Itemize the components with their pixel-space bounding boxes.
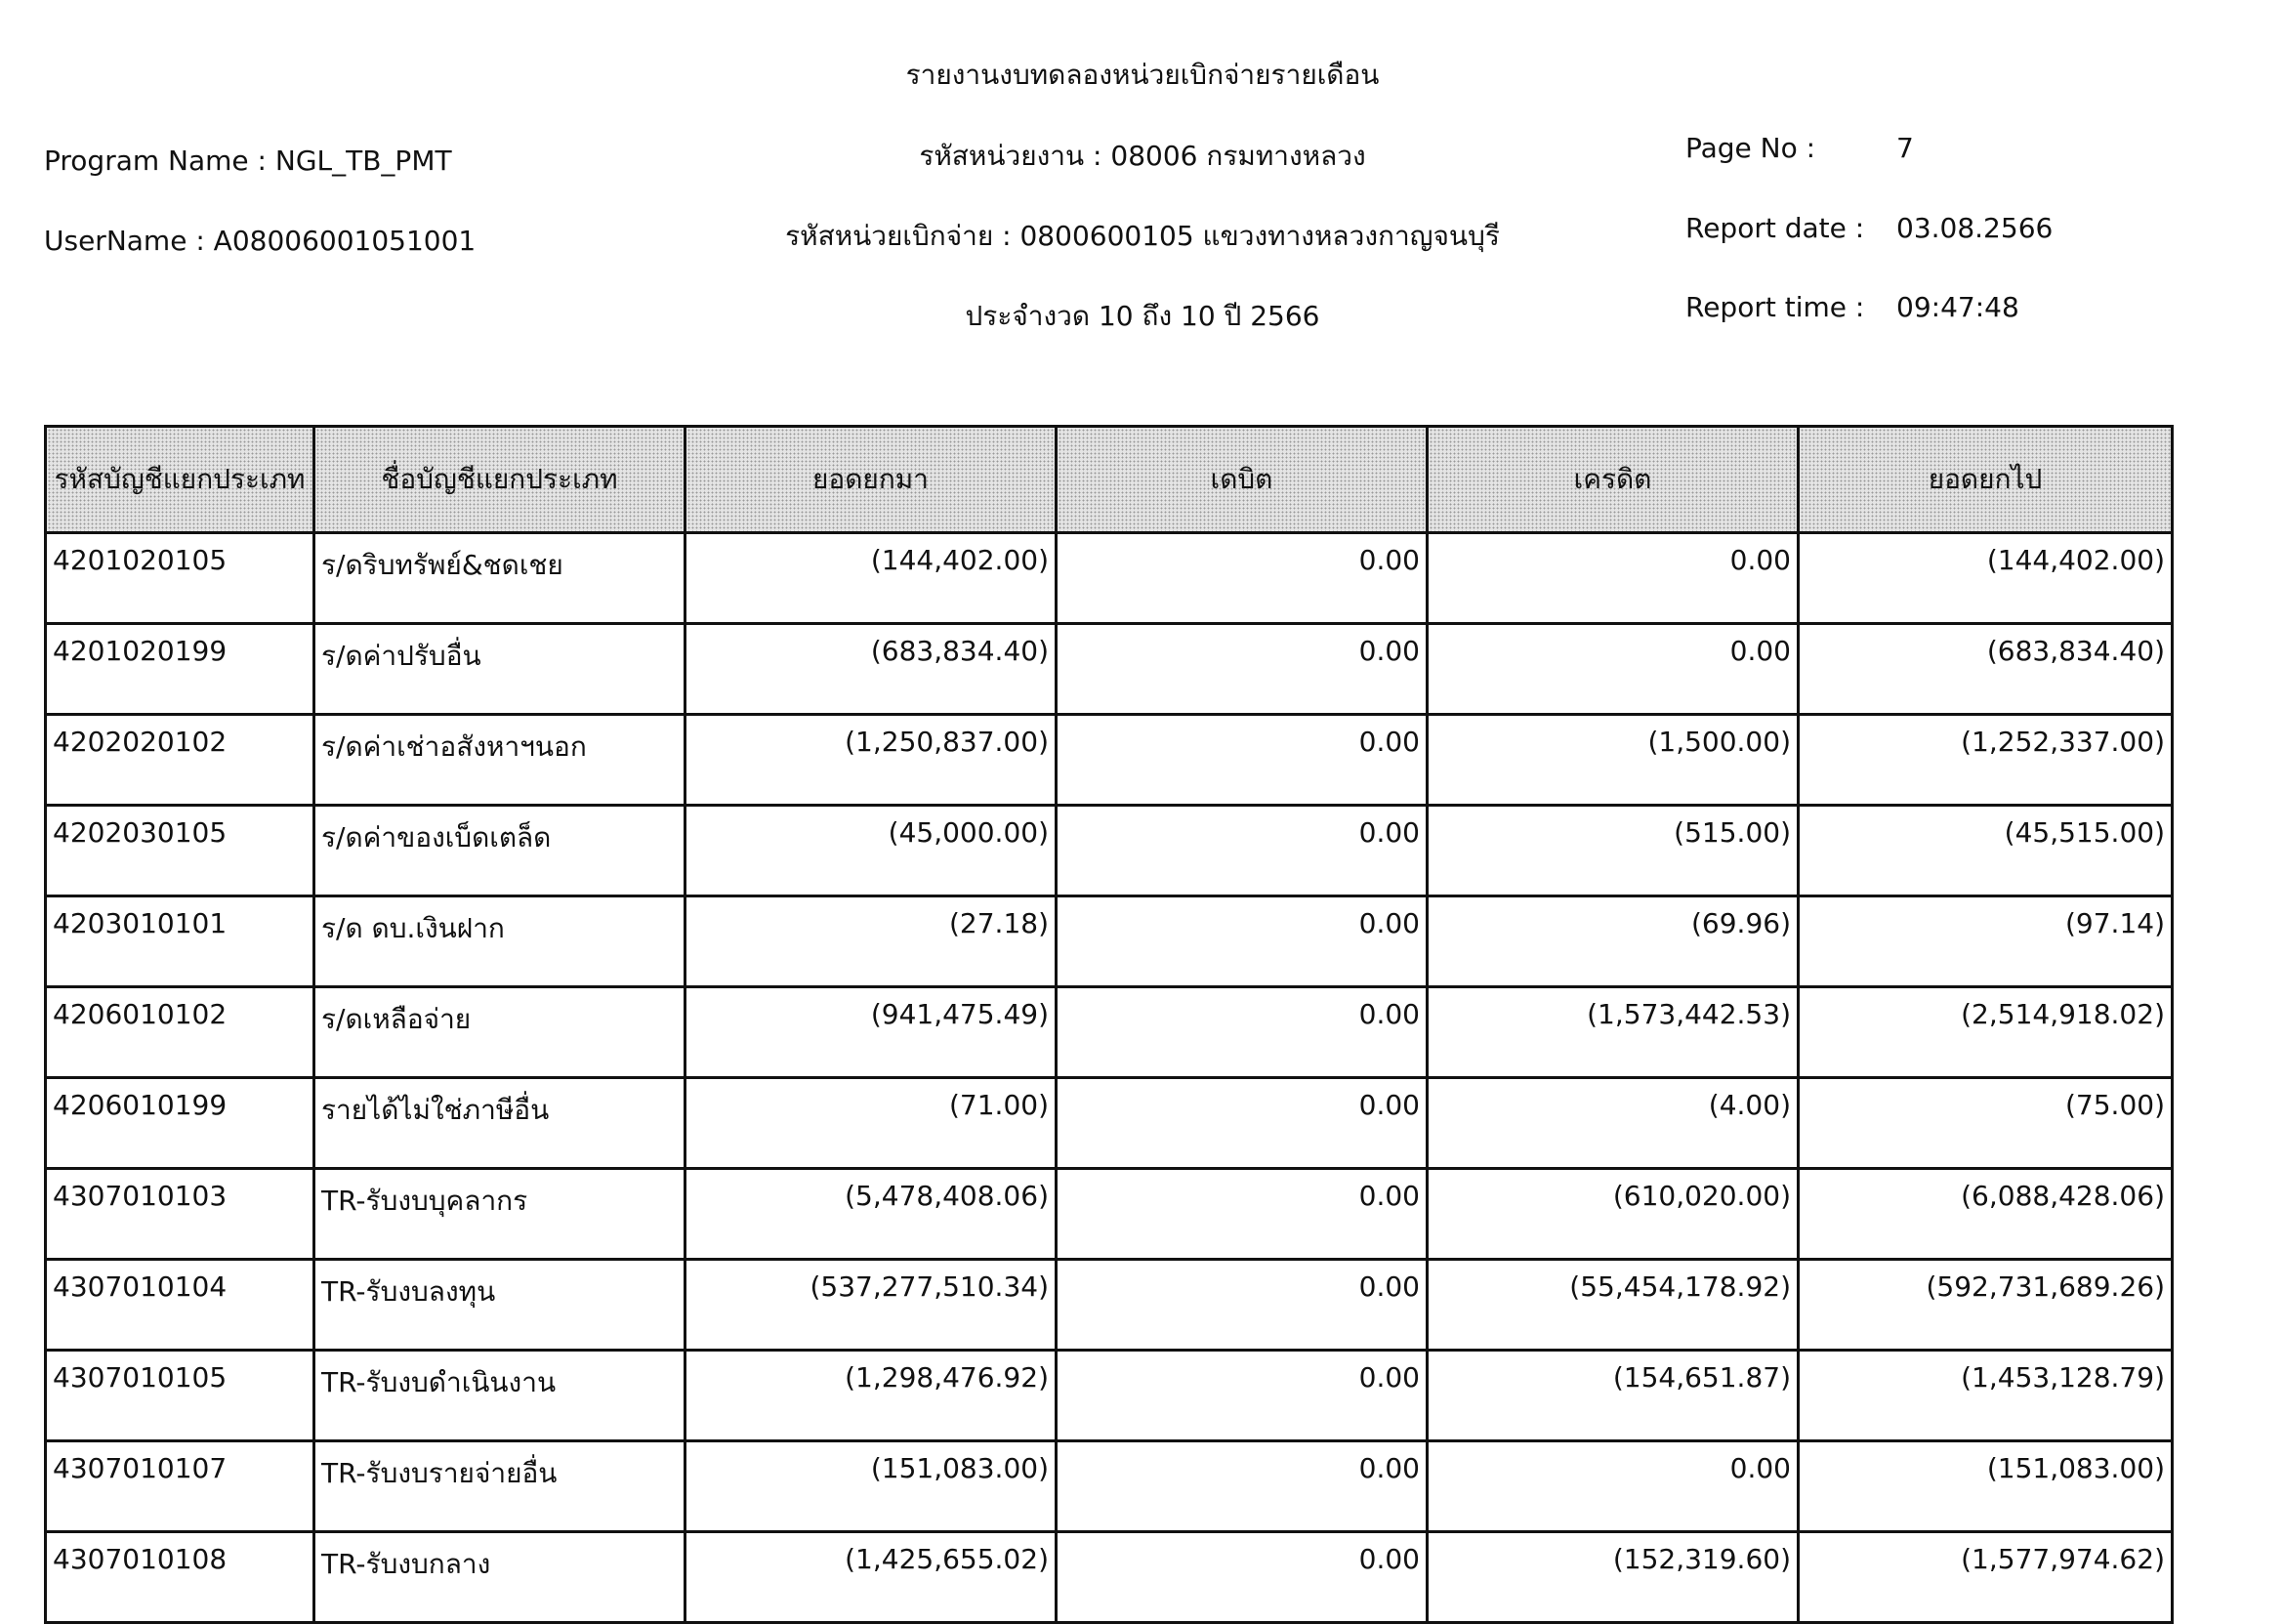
period: ประจำงวด 10 ถึง 10 ปี 2566: [965, 300, 1320, 332]
column-header-account-code: รหัสบัญชีแยกประเภท: [46, 427, 314, 533]
cell-credit: 0.00: [1428, 1441, 1799, 1532]
cell-credit: (1,500.00): [1428, 715, 1799, 806]
cell-closing-balance: (1,252,337.00): [1799, 715, 2173, 806]
table-row: [46, 1351, 2173, 1441]
cell-closing-balance: (97.14): [1799, 896, 2173, 987]
cell-closing-balance: (144,402.00): [1799, 533, 2173, 624]
cell-credit: (610,020.00): [1428, 1169, 1799, 1260]
cell-closing-balance: (151,083.00): [1799, 1441, 2173, 1532]
cell-debit: 0.00: [1057, 1351, 1428, 1441]
cell-opening-balance: (45,000.00): [685, 806, 1057, 896]
report-date-label: Report date :: [1685, 212, 1865, 244]
cell-credit: (515.00): [1428, 806, 1799, 896]
table-row: [46, 1169, 2173, 1260]
cell-account-name: ร/ดเหลือจ่าย: [314, 987, 685, 1078]
cell-debit: 0.00: [1057, 1441, 1428, 1532]
cell-debit: 0.00: [1057, 896, 1428, 987]
cell-debit: 0.00: [1057, 1532, 1428, 1623]
cell-closing-balance: (1,453,128.79): [1799, 1351, 2173, 1441]
cell-opening-balance: (144,402.00): [685, 533, 1057, 624]
cell-account-name: TR-รับงบกลาง: [314, 1532, 685, 1623]
cell-debit: 0.00: [1057, 1169, 1428, 1260]
page-no-label: Page No :: [1685, 132, 1816, 164]
cell-opening-balance: (5,478,408.06): [685, 1169, 1057, 1260]
cell-account-name: TR-รับงบรายจ่ายอื่น: [314, 1441, 685, 1532]
cell-closing-balance: (1,577,974.62): [1799, 1532, 2173, 1623]
report-time-label: Report time :: [1685, 291, 1865, 323]
cell-closing-balance: (45,515.00): [1799, 806, 2173, 896]
cell-account-code: 4206010199: [46, 1078, 314, 1169]
table-row: [46, 1441, 2173, 1532]
disbursing-unit: รหัสหน่วยเบิกจ่าย : 0800600105 แขวงทางหลวงกาญจนบุรี: [785, 220, 1500, 252]
report-title: รายงานงบทดลองหน่วยเบิกจ่ายรายเดือน: [905, 59, 1380, 91]
table-row: [46, 1260, 2173, 1351]
table-row: [46, 1078, 2173, 1169]
cell-opening-balance: (537,277,510.34): [685, 1260, 1057, 1351]
agency: รหัสหน่วยงาน : 08006 กรมทางหลวง: [919, 140, 1366, 172]
table-row: [46, 624, 2173, 715]
cell-account-name: ร/ดค่าของเบ็ดเตล็ด: [314, 806, 685, 896]
cell-account-name: TR-รับงบดำเนินงาน: [314, 1351, 685, 1441]
cell-closing-balance: (75.00): [1799, 1078, 2173, 1169]
cell-debit: 0.00: [1057, 1078, 1428, 1169]
cell-account-code: 4307010107: [46, 1441, 314, 1532]
cell-account-code: 4201020199: [46, 624, 314, 715]
user-name: UserName : A08006001051001: [44, 225, 477, 257]
cell-account-name: TR-รับงบลงทุน: [314, 1260, 685, 1351]
report-time: 09:47:48: [1896, 291, 2019, 323]
cell-account-name: TR-รับงบบุคลากร: [314, 1169, 685, 1260]
table-row: [46, 896, 2173, 987]
cell-credit: (55,454,178.92): [1428, 1260, 1799, 1351]
cell-credit: (154,651.87): [1428, 1351, 1799, 1441]
report-date: 03.08.2566: [1896, 212, 2054, 244]
cell-account-code: 4307010103: [46, 1169, 314, 1260]
cell-debit: 0.00: [1057, 715, 1428, 806]
cell-credit: (152,319.60): [1428, 1532, 1799, 1623]
cell-account-code: 4202030105: [46, 806, 314, 896]
cell-account-code: 4203010101: [46, 896, 314, 987]
cell-closing-balance: (2,514,918.02): [1799, 987, 2173, 1078]
table-row: [46, 806, 2173, 896]
cell-account-name: ร/ดริบทรัพย์&ชดเชย: [314, 533, 685, 624]
table-row: [46, 533, 2173, 624]
cell-opening-balance: (683,834.40): [685, 624, 1057, 715]
cell-debit: 0.00: [1057, 1260, 1428, 1351]
program-name: Program Name : NGL_TB_PMT: [44, 145, 452, 177]
cell-account-name: ร/ดค่าปรับอื่น: [314, 624, 685, 715]
cell-opening-balance: (941,475.49): [685, 987, 1057, 1078]
cell-account-name: ร/ด ดบ.เงินฝาก: [314, 896, 685, 987]
cell-account-name: รายได้ไม่ใช่ภาษีอื่น: [314, 1078, 685, 1169]
cell-credit: (69.96): [1428, 896, 1799, 987]
cell-closing-balance: (6,088,428.06): [1799, 1169, 2173, 1260]
cell-account-name: ร/ดค่าเช่าอสังหาฯนอก: [314, 715, 685, 806]
column-header-closing-balance: ยอดยกไป: [1799, 427, 2173, 533]
cell-opening-balance: (1,425,655.02): [685, 1532, 1057, 1623]
column-header-account-name: ชื่อบัญชีแยกประเภท: [314, 427, 685, 533]
trial-balance-table: [44, 425, 2174, 1624]
cell-account-code: 4202020102: [46, 715, 314, 806]
cell-account-code: 4307010105: [46, 1351, 314, 1441]
cell-opening-balance: (71.00): [685, 1078, 1057, 1169]
cell-opening-balance: (27.18): [685, 896, 1057, 987]
table-row: [46, 715, 2173, 806]
table-row: [46, 1532, 2173, 1623]
cell-account-code: 4206010102: [46, 987, 314, 1078]
cell-credit: (1,573,442.53): [1428, 987, 1799, 1078]
cell-account-code: 4201020105: [46, 533, 314, 624]
table-row: [46, 987, 2173, 1078]
page-no: 7: [1896, 132, 1914, 164]
cell-credit: 0.00: [1428, 533, 1799, 624]
cell-opening-balance: (1,250,837.00): [685, 715, 1057, 806]
cell-closing-balance: (683,834.40): [1799, 624, 2173, 715]
cell-opening-balance: (151,083.00): [685, 1441, 1057, 1532]
cell-debit: 0.00: [1057, 533, 1428, 624]
cell-debit: 0.00: [1057, 806, 1428, 896]
table-header-row: [46, 427, 2173, 533]
column-header-debit: เดบิต: [1057, 427, 1428, 533]
column-header-opening-balance: ยอดยกมา: [685, 427, 1057, 533]
cell-credit: 0.00: [1428, 624, 1799, 715]
cell-account-code: 4307010108: [46, 1532, 314, 1623]
column-header-credit: เครดิต: [1428, 427, 1799, 533]
cell-account-code: 4307010104: [46, 1260, 314, 1351]
cell-debit: 0.00: [1057, 987, 1428, 1078]
cell-credit: (4.00): [1428, 1078, 1799, 1169]
cell-opening-balance: (1,298,476.92): [685, 1351, 1057, 1441]
cell-debit: 0.00: [1057, 624, 1428, 715]
cell-closing-balance: (592,731,689.26): [1799, 1260, 2173, 1351]
